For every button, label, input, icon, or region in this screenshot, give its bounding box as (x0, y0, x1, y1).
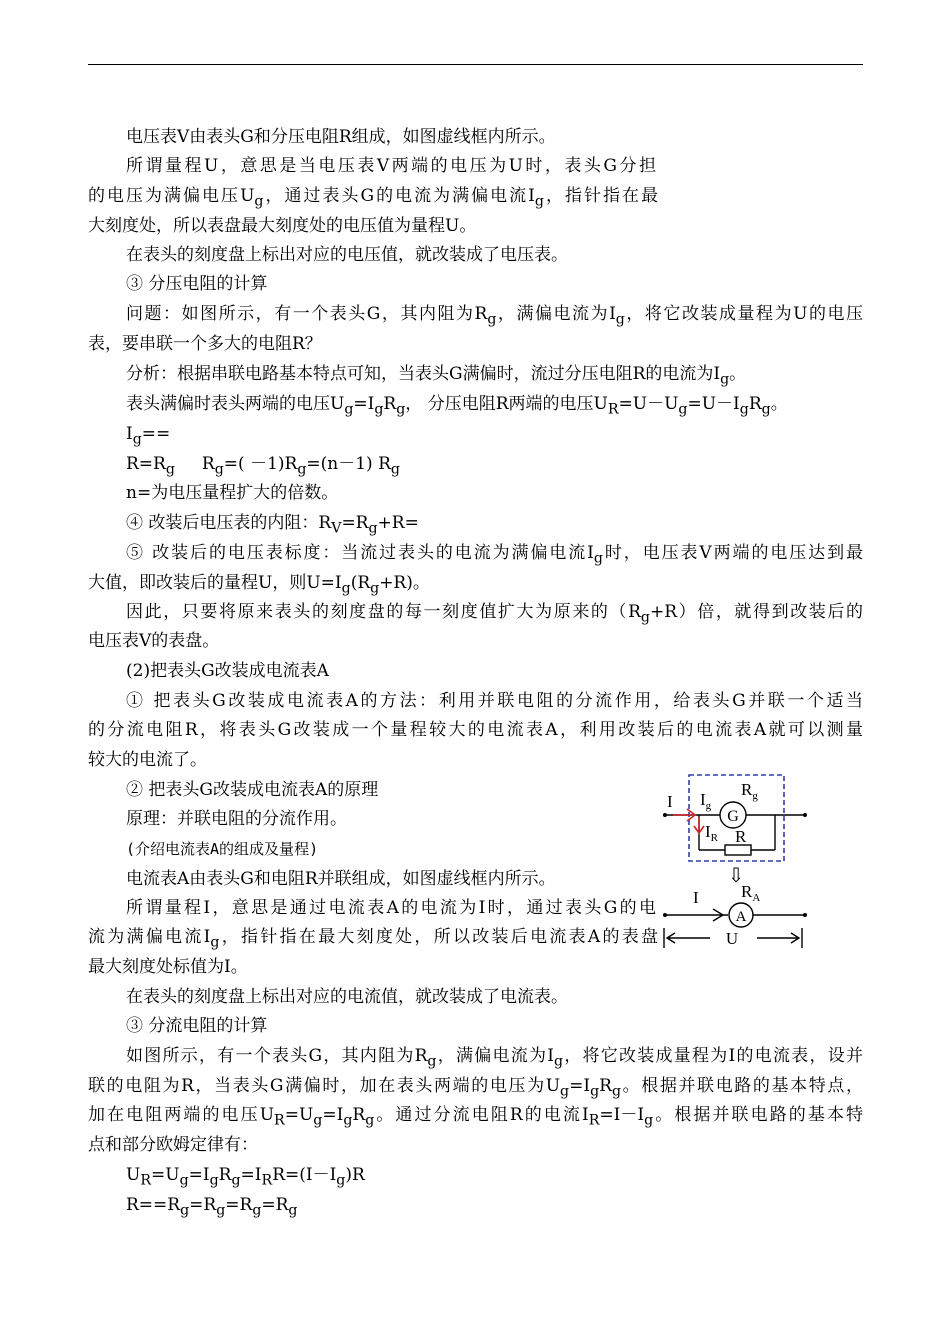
shunt-resistor (725, 845, 751, 855)
paragraph-line: 原理：并联电阻的分流作用。 (126, 809, 347, 829)
paragraph-line: 因此，只要将原来表头的刻度盘的每一刻度值扩大为原来的$(R_g+R)$倍，就得到改装后的 (126, 602, 863, 626)
paragraph-line: 表头满偏时表头两端的电压$U_g=I_gR_g$， 分压电阻R两端的电压$U_R=U-U_g=U-I_gR_g$。 (126, 394, 788, 418)
ammeter-circuit-diagram (655, 765, 825, 955)
paragraph-line: 流为满偏电流$I_g$，指针指在最大刻度处，所以改装后电流表A的表盘 (88, 927, 658, 951)
ammeter-label: A (735, 909, 747, 925)
paragraph-line: 电流表A由表头G和电阻R并联组成，如图虚线框内所示。 (126, 869, 556, 889)
terminal-right (803, 913, 807, 917)
formula-line: n=为电压量程扩大的倍数。 (126, 483, 339, 503)
paragraph-line: 问题：如图所示，有一个表头G，其内阻为$R_g$，满偏电流为$I_g$，将它改装成量程为U的电压 (126, 304, 863, 328)
paragraph-line: 表，要串联一个多大的电阻R？ (88, 334, 322, 354)
paragraph-line: 在表头的刻度盘上标出对应的电流值，就改装成了电流表。 (126, 987, 568, 1007)
paragraph-line: 在表头的刻度盘上标出对应的电压值，就改装成了电压表。 (126, 245, 568, 265)
resistance-label-ra: $R_A$ (741, 882, 761, 904)
resistance-label-rg: $R_g$ (741, 780, 758, 802)
paragraph-line: 所谓量程I，意思是通过电流表A的电流为I时，通过表头G的电 (126, 898, 656, 918)
paragraph-line: 大值，即改装后的量程U，则$U=I_g(R_g+R)$。 (88, 573, 430, 597)
paragraph-line: 联的电阻为R，当表头G满偏时，加在表头两端的电压为$U_g=I_gR_g$。根据并联电路的基本特点， (88, 1076, 863, 1100)
galvanometer-label: G (727, 808, 739, 825)
paragraph-line: ① 把表头G改装成电流表A的方法：利用并联电阻的分流作用，给表头G并联一个适当 (126, 691, 863, 711)
current-label-ig: $I_g$ (700, 790, 712, 812)
section-heading: ③ 分流电阻的计算 (126, 1016, 268, 1036)
note-line: (介绍电流表A的组成及量程) (126, 840, 319, 858)
current-arrow-ig (673, 809, 695, 821)
paragraph-line: 电压表V由表头G和分压电阻R组成，如图虚线框内所示。 (126, 127, 556, 147)
formula-line: $R==R_g=R_g=R_g=R_g$ (126, 1195, 298, 1219)
voltage-arrow-right (757, 933, 799, 943)
formula-line: $I_g==$ (126, 424, 171, 448)
formula-line: $U_R=U_g=I_gR_g=I_RR=(I-I_g)R$ (126, 1165, 365, 1189)
resistor-label-r: R (735, 827, 747, 846)
terminal-left (663, 913, 667, 917)
paragraph-line: 最大刻度处标值为I。 (88, 957, 248, 977)
paragraph-line: ④ 改装后电压表的内阻：$R_V=R_g+R=$ (126, 513, 419, 537)
section-heading: (2)把表头G改装成电流表A (126, 661, 329, 681)
conversion-arrow-icon: ⇩ (727, 865, 745, 887)
current-label-ir: $I_R$ (705, 822, 719, 844)
paragraph-line: 的分流电阻R，将表头G改装成一个量程较大的电流表A，利用改装后的电流表A就可以测量 (88, 720, 863, 740)
voltage-arrow-left (667, 933, 710, 943)
current-label-i: I (667, 792, 673, 811)
paragraph-line: 如图所示，有一个表头G，其内阻为$R_g$，满偏电流为$I_g$，将它改装成量程为I的电流表，设并 (126, 1046, 864, 1070)
paragraph-line: 电压表V的表盘。 (88, 631, 220, 651)
paragraph-line: 分析：根据串联电路基本特点可知，当表头G满偏时，流过分压电阻R的电流为$I_g$。 (126, 364, 747, 388)
terminal-left (663, 813, 667, 817)
header-rule (88, 64, 863, 65)
paragraph-line: ⑤ 改装后的电压表标度：当流过表头的电流为满偏电流$I_g$时，电压表V两端的电压达到最 (126, 543, 863, 567)
voltage-label-u: U (725, 929, 739, 948)
paragraph-line: 的电压为满偏电压$U_g$，通过表头G的电流为满偏电流$I_g$，指针指在最 (88, 186, 659, 210)
paragraph-line: 较大的电流了。 (88, 750, 207, 770)
current-label-i-bottom: I (693, 888, 699, 907)
paragraph-line: 加在电阻两端的电压$U_R=U_g=I_gR_g$。通过分流电阻R的电流$I_R=I-I_g$。根据并联电路的基本特 (88, 1105, 864, 1129)
paragraph-line: 所谓量程U，意思是当电压表V两端的电压为U时，表头G分担 (126, 156, 656, 176)
terminal-right (803, 813, 807, 817)
paragraph-line: 点和部分欧姆定律有： (88, 1135, 258, 1155)
section-heading: ② 把表头G改装成电流表A的原理 (126, 780, 379, 800)
paragraph-line: 大刻度处，所以表盘最大刻度处的电压值为量程U。 (88, 216, 477, 236)
formula-line: $R=R_g$ $R_g=( -1)R_g=(n-1)$ $R_g$ (126, 454, 400, 478)
section-heading: ③ 分压电阻的计算 (126, 274, 268, 294)
current-arrow-ir (694, 817, 704, 833)
